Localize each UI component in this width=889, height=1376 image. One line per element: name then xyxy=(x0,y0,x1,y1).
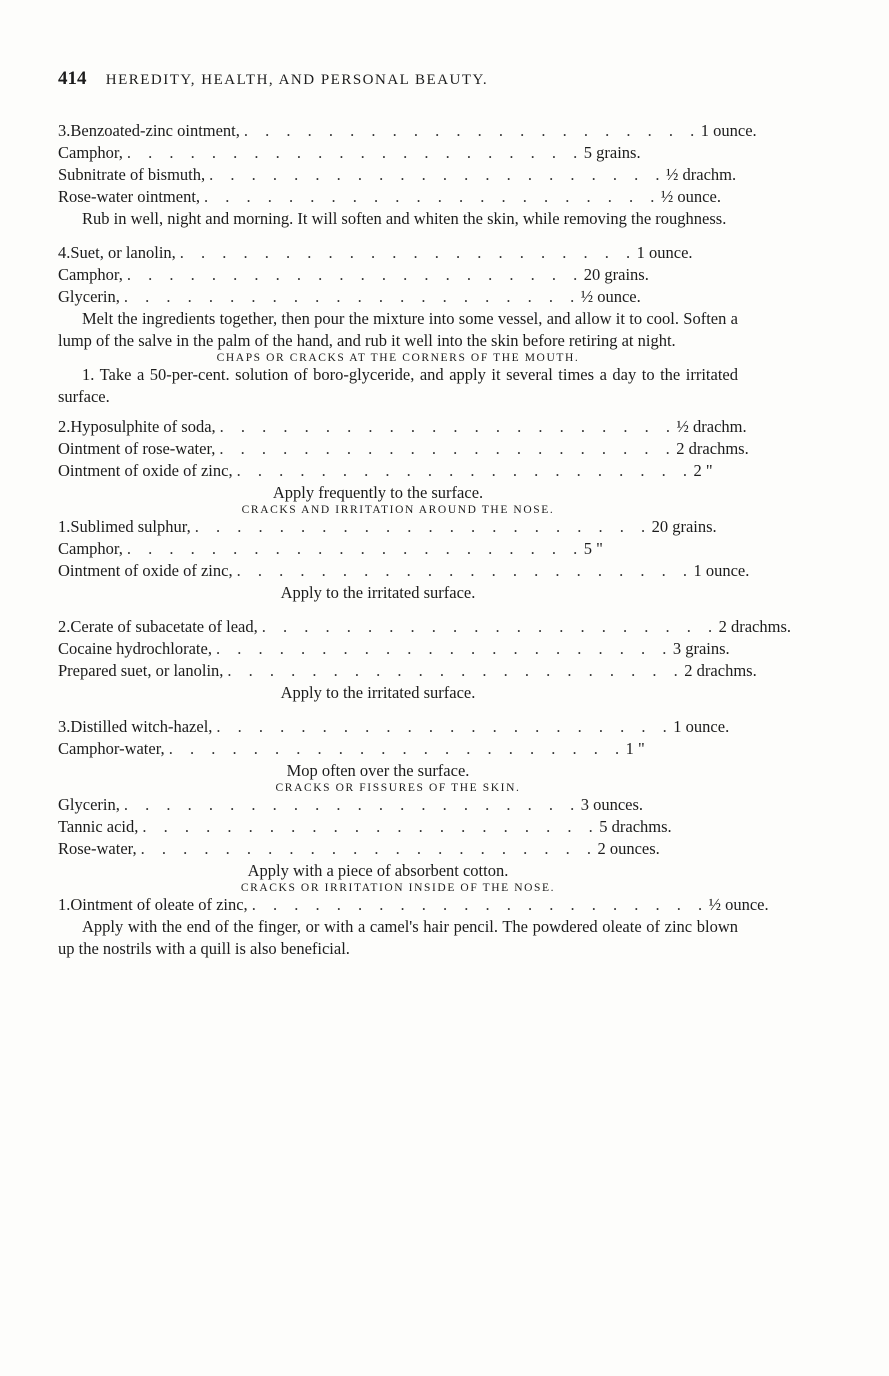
ingredient-quantity: 20 grains. xyxy=(583,265,649,284)
recipe-number: 2. xyxy=(58,617,71,636)
ingredient-quantity: ½ drachm. xyxy=(676,417,747,436)
ingredient-line: Glycerin, . . . . . . . . . . . . . . . . . . . . . . 3 ounces. xyxy=(58,794,738,816)
ingredient-quantity: 3 grains. xyxy=(672,639,730,658)
ingredient-name: Ointment of oleate of zinc, xyxy=(70,895,248,914)
ingredient-line: Ointment of oxide of zinc, . . . . . . . . . . . . . . . . . . . . . . 2 " xyxy=(58,460,738,482)
ingredient-line: 3. Distilled witch-hazel, . . . . . . . . . . . . . . . . . . . . . . 1 ounce. xyxy=(58,716,738,738)
running-title: HEREDITY, HEALTH, AND PERSONAL BEAUTY. xyxy=(105,72,489,88)
recipe-1-text xyxy=(58,364,738,408)
ingredient-name: Tannic acid, xyxy=(58,817,139,836)
ingredient-line: 3. Benzoated-zinc ointment, . . . . . . . . . . . . . . . . . . . . . . 1 ounce. xyxy=(58,120,668,142)
recipe-number: 1. xyxy=(58,517,71,536)
recipe-note: Apply to the irritated surface. xyxy=(280,683,476,702)
ingredient-line: 2. Cerate of subacetate of lead, . . . . . . . . . . . . . . . . . . . . . . 2 drachms. xyxy=(58,616,738,638)
ingredient-name: Suet, or lanolin, xyxy=(70,243,176,262)
ingredient-name: Rose-water ointment, xyxy=(58,187,201,206)
recipe-3 xyxy=(58,120,757,208)
ingredient-quantity: ½ ounce. xyxy=(580,287,641,306)
recipe-note: Apply with a piece of absorbent cotton. xyxy=(247,861,509,880)
recipe-note: Apply frequently to the surface. xyxy=(272,483,484,502)
recipe-2 xyxy=(58,416,749,504)
recipe-2 xyxy=(58,616,792,704)
recipe-number: 1. xyxy=(82,365,95,384)
ingredient-line: Rose-water, . . . . . . . . . . . . . . . . . . . . . . 2 ounces. xyxy=(58,838,738,860)
ingredient-quantity: 5 drachms. xyxy=(599,817,672,836)
ingredient-name: Ointment of oxide of zinc, xyxy=(58,461,233,480)
ingredient-line: Cocaine hydrochlorate, . . . . . . . . . . . . . . . . . . . . . . 3 grains. xyxy=(58,638,738,660)
ingredient-line: Rose-water ointment, . . . . . . . . . . . . . . . . . . . . . . ½ ounce. xyxy=(58,186,668,208)
recipe-1 xyxy=(58,516,750,604)
section-title-inside-nose: CRACKS OR IRRITATION INSIDE OF THE NOSE. xyxy=(240,882,556,894)
ingredient-name: Camphor, xyxy=(58,539,123,558)
ingredient-quantity: 20 grains. xyxy=(651,517,717,536)
ingredient-line: Subnitrate of bismuth, . . . . . . . . . . . . . . . . . . . . . . ½ drachm. xyxy=(58,164,668,186)
ingredient-name: Glycerin, xyxy=(58,287,120,306)
ingredient-quantity: ½ ounce. xyxy=(708,895,769,914)
ingredient-line: 4. Suet, or lanolin, . . . . . . . . . . . . . . . . . . . . . . 1 ounce. xyxy=(58,242,668,264)
ingredient-line: Camphor, . . . . . . . . . . . . . . . . . . . . . . 5 grains. xyxy=(58,142,668,164)
ingredient-name: Distilled witch-hazel, xyxy=(70,717,213,736)
ingredient-line: Camphor-water, . . . . . . . . . . . . . . . . . . . . . . 1 " xyxy=(58,738,738,760)
ingredient-line: 1. Sublimed sulphur, . . . . . . . . . . . . . . . . . . . . . . 20 grains. xyxy=(58,516,738,538)
ingredient-name: Hyposulphite of soda, xyxy=(70,417,216,436)
recipe-number: 3. xyxy=(58,121,71,140)
ingredient-name: Camphor, xyxy=(58,265,123,284)
ingredient-name: Glycerin, xyxy=(58,795,120,814)
recipe-note: Mop often over the surface. xyxy=(286,761,470,780)
recipe-instructions: Apply with the end of the finger, or with a camel's hair pencil. The powdered oleate of zinc blown up the nostrils with a quill is also beneficial. xyxy=(58,917,738,958)
ingredient-quantity: 1 ounce. xyxy=(636,243,693,262)
running-header xyxy=(58,68,488,90)
ingredient-name: Rose-water, xyxy=(58,839,137,858)
ingredient-name: Prepared suet, or lanolin, xyxy=(58,661,224,680)
ingredient-line: Glycerin, . . . . . . . . . . . . . . . . . . . . . . ½ ounce. xyxy=(58,286,668,308)
ingredient-quantity: 2 drachms. xyxy=(718,617,792,636)
page-number: 414 xyxy=(58,68,87,89)
ingredient-line: Camphor, . . . . . . . . . . . . . . . . . . . . . . 5 " xyxy=(58,538,738,560)
recipe-number: 3. xyxy=(58,717,71,736)
ingredient-quantity: ½ drachm. xyxy=(666,165,737,184)
recipe-skin xyxy=(58,794,738,882)
ingredient-name: Cerate of subacetate of lead, xyxy=(70,617,258,636)
ingredient-name: Sublimed sulphur, xyxy=(70,517,191,536)
recipe-number: 1. xyxy=(58,895,71,914)
page-body xyxy=(58,120,792,960)
ingredient-quantity: 5 grains. xyxy=(583,143,641,162)
ingredient-name: Subnitrate of bismuth, xyxy=(58,165,206,184)
ingredient-quantity: 1 ounce. xyxy=(700,121,757,140)
ingredient-line: Tannic acid, . . . . . . . . . . . . . . . . . . . . . . 5 drachms. xyxy=(58,816,738,838)
ingredient-quantity: 5 " xyxy=(583,539,603,558)
ingredient-line: Prepared suet, or lanolin, . . . . . . . . . . . . . . . . . . . . . . 2 drachms. xyxy=(58,660,738,682)
ingredient-name: Camphor, xyxy=(58,143,123,162)
ingredient-name: Cocaine hydrochlorate, xyxy=(58,639,212,658)
ingredient-line: 2. Hyposulphite of soda, . . . . . . . . . . . . . . . . . . . . . . ½ drachm. xyxy=(58,416,738,438)
ingredient-line: Camphor, . . . . . . . . . . . . . . . . . . . . . . 20 grains. xyxy=(58,264,668,286)
ingredient-quantity: 2 " xyxy=(693,461,713,480)
recipe-number: 2. xyxy=(58,417,71,436)
ingredient-quantity: 2 drachms. xyxy=(676,439,749,458)
ingredient-name: Ointment of oxide of zinc, xyxy=(58,561,233,580)
recipe-instructions: Rub in well, night and morning. It will soften and whiten the skin, while removing the roughness. xyxy=(82,209,727,228)
ingredient-quantity: 2 drachms. xyxy=(684,661,757,680)
recipe-number: 4. xyxy=(58,243,71,262)
recipe-3 xyxy=(58,716,738,782)
recipe-note: Apply to the irritated surface. xyxy=(280,583,476,602)
ingredient-line: Ointment of oxide of zinc, . . . . . . . . . . . . . . . . . . . . . . 1 ounce. xyxy=(58,560,738,582)
section-title-skin: CRACKS OR FISSURES OF THE SKIN. xyxy=(275,782,521,794)
ingredient-name: Ointment of rose-water, xyxy=(58,439,216,458)
recipe-text: Take a 50-per-cent. solution of boro-glyceride, and apply it several times a day to the irritated surface. xyxy=(58,365,738,406)
ingredient-quantity: 3 ounces. xyxy=(580,795,644,814)
ingredient-quantity: 1 ounce. xyxy=(673,717,730,736)
ingredient-quantity: 1 ounce. xyxy=(693,561,750,580)
section-title-nose: CRACKS AND IRRITATION AROUND THE NOSE. xyxy=(241,504,555,516)
ingredient-name: Camphor-water, xyxy=(58,739,165,758)
recipe-1 xyxy=(58,894,769,916)
ingredient-quantity: 1 " xyxy=(625,739,645,758)
ingredient-quantity: 2 ounces. xyxy=(597,839,660,858)
ingredient-name: Benzoated-zinc ointment, xyxy=(70,121,240,140)
ingredient-line: Ointment of rose-water, . . . . . . . . . . . . . . . . . . . . . . 2 drachms. xyxy=(58,438,738,460)
ingredient-line: 1. Ointment of oleate of zinc, . . . . . . . . . . . . . . . . . . . . . . ½ ounce. xyxy=(58,894,738,916)
recipe-4 xyxy=(58,242,738,308)
recipe-instructions: Melt the ingredients together, then pour the mixture into some vessel, and allow it to cool. Soften a lump of the salve in the palm of the hand, and rub it well into the skin before retiring at night. xyxy=(58,309,738,350)
section-title-chaps: CHAPS OR CRACKS AT THE CORNERS OF THE MOUTH. xyxy=(216,352,580,364)
ingredient-quantity: ½ ounce. xyxy=(660,187,721,206)
